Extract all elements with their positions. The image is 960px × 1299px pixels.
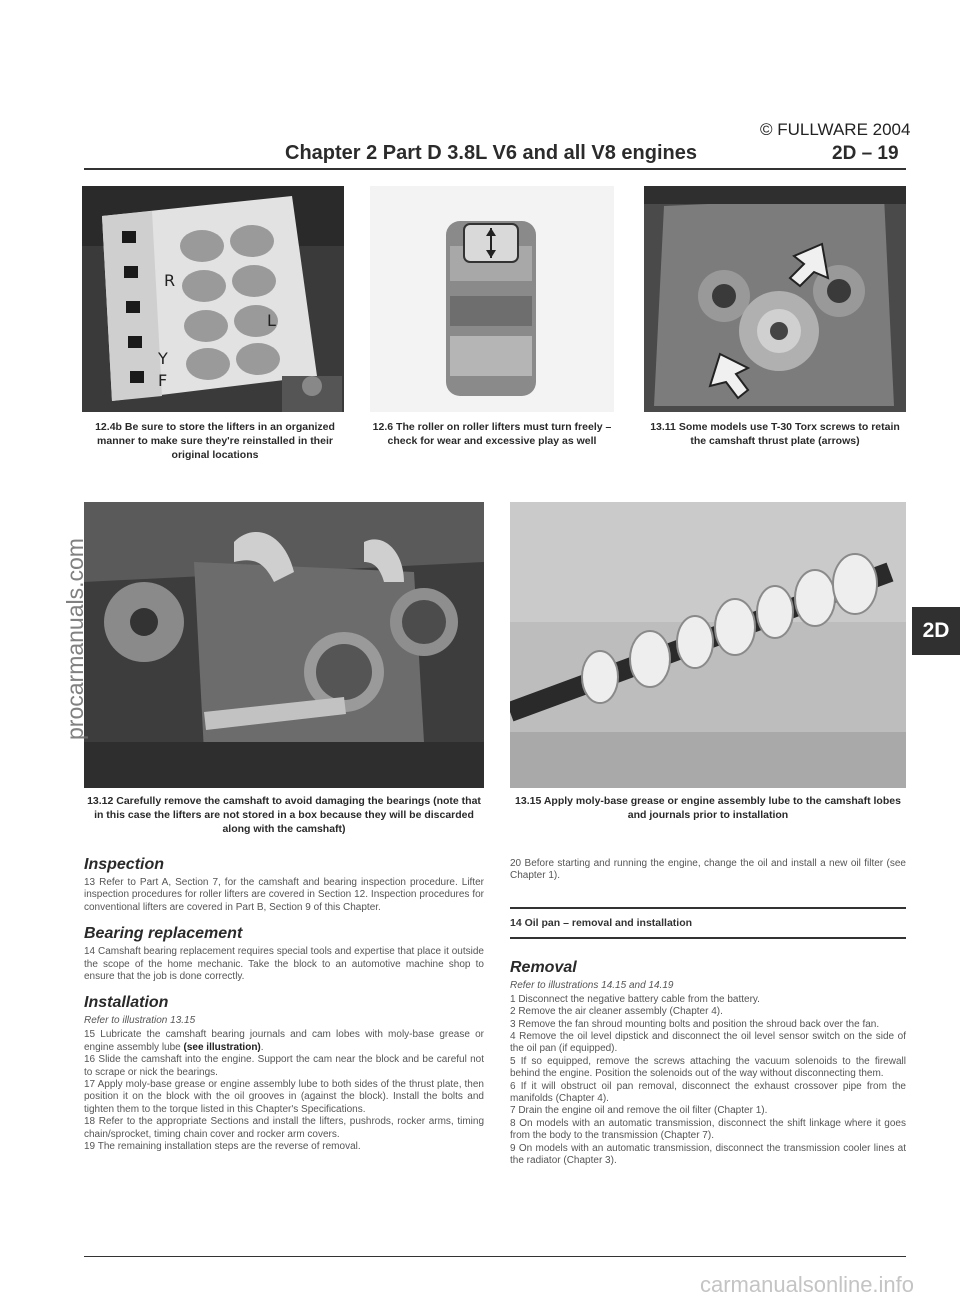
illustration-reference: Refer to illustration 13.15 xyxy=(84,1015,196,1027)
illustration-link: (see illustration) xyxy=(183,1041,261,1053)
section-rule xyxy=(510,937,906,939)
paragraph xyxy=(84,1029,484,1054)
step: 4 Remove the oil level dipstick and disconnect the oil level sensor switch on the side of the oil pan (if equipped). xyxy=(510,1031,906,1055)
step: 3 Remove the fan shroud mounting bolts and position the shroud back over the fan. xyxy=(510,1018,880,1030)
section-heading: Installation xyxy=(84,994,169,1012)
paragraph: 17 Apply moly-base grease or engine assembly lube to both sides of the thrust plate, then position it on the block with the oil grooves in (against the block). Install the bolts and tighten them to the torque listed in this Chapter's Specifications. xyxy=(84,1079,484,1115)
footer-watermark: carmanualsonline.info xyxy=(700,1272,915,1297)
figure-caption: 13.15 Apply moly-base grease or engine assembly lube to the camshaft lobes and journals prior to installation xyxy=(515,795,901,821)
svg-text:R: R xyxy=(164,271,176,290)
photo-camshaft-removal xyxy=(84,502,484,788)
right-column xyxy=(510,858,906,1168)
figure-caption: 13.11 Some models use T-30 Torx screws to retain the camshaft thrust plate (arrows) xyxy=(650,421,900,447)
figure-caption: 13.12 Carefully remove the camshaft to avoid damaging the bearings (note that in this case the lifters are not stored in a box because they will be discarded along with the camshaft) xyxy=(87,795,481,835)
svg-text:Y: Y xyxy=(158,349,168,368)
svg-text:F: F xyxy=(158,371,168,390)
illustration-reference: Refer to illustrations 14.15 and 14.19 xyxy=(510,979,674,991)
photo-camshaft-greased xyxy=(510,502,906,788)
section-heading: Inspection xyxy=(84,856,165,873)
paragraph: 16 Slide the camshaft into the engine. Support the cam near the block and be careful not to scrape or nick the bearings. xyxy=(84,1054,484,1078)
site-watermark: procarmanuals.com xyxy=(62,538,88,740)
step: 9 On models with an automatic transmission, disconnect the transmission cooler lines at the radiator (Chapter 3). xyxy=(510,1142,906,1167)
copyright-notice: © FULLWARE 2004 xyxy=(760,120,911,139)
step: 2 Remove the air cleaner assembly (Chapter 4). xyxy=(510,1006,723,1018)
svg-text:L: L xyxy=(267,311,276,330)
step: 6 If it will obstruct oil pan removal, disconnect the exhaust crossover pipe from the manifolds (Chapter 4). xyxy=(510,1080,906,1105)
paragraph: 20 Before starting and running the engine, change the oil and install a new oil filter (see Chapter 1). xyxy=(510,858,906,882)
paragraph-text: . xyxy=(260,1041,264,1053)
photo-roller-lifter xyxy=(370,186,614,412)
step: 7 Drain the engine oil and remove the oil filter (Chapter 1). xyxy=(510,1105,768,1117)
chapter-tab: 2D xyxy=(912,607,960,655)
photo-thrust-plate xyxy=(644,186,906,412)
paragraph: 19 The remaining installation steps are the reverse of removal. xyxy=(84,1141,361,1153)
page-number: 2D – 19 xyxy=(832,143,899,164)
step: 8 On models with an automatic transmission, disconnect the shift linkage where it goes from the body to the transmission (Chapter 7). xyxy=(510,1117,906,1142)
header-rule xyxy=(84,168,906,170)
paragraph: 14 Camshaft bearing replacement requires special tools and expertise that place it outside the scope of the home mechanic. Take the block to an automotive machine shop to ensure that the job is done correctly. xyxy=(84,946,484,983)
removal-steps xyxy=(510,994,906,1168)
step: 5 If so equipped, remove the screws attaching the vacuum solenoids to the firewall behind the engine. Position the solenoids out of the way without disconnecting them. xyxy=(510,1055,906,1080)
step: 1 Disconnect the negative battery cable from the battery. xyxy=(510,993,760,1005)
section-title: 14 Oil pan – removal and installation xyxy=(510,916,693,929)
footer-rule xyxy=(84,1256,906,1257)
chapter-title: Chapter 2 Part D 3.8L V6 and all V8 engines xyxy=(285,142,698,164)
paragraph: 13 Refer to Part A, Section 7, for the camshaft and bearing inspection procedure. Lifter inspection procedures for roller lifters are covered in Section 12. Inspection procedures for conventional lifters are covered in Part B, Section 9 of this Chapter. xyxy=(84,877,484,913)
photo-lifters-storage xyxy=(82,186,344,412)
left-column xyxy=(84,856,484,1154)
figure-caption: 12.4b Be sure to store the lifters in an organized manner to make sure they're reinstalled in their original locations xyxy=(95,421,335,461)
paragraph-text: 15 Lubricate the camshaft bearing journals and cam lobes with moly-base grease or engine assembly lube xyxy=(84,1029,484,1053)
paragraph: 18 Refer to the appropriate Sections and install the lifters, pushrods, rocker arms, timing chain/sprocket, timing chain cover and rocker arm covers. xyxy=(84,1116,484,1140)
section-heading: Removal xyxy=(510,958,577,976)
section-heading: Bearing replacement xyxy=(84,925,243,943)
figure-caption: 12.6 The roller on roller lifters must turn freely – check for wear and excessive play as well xyxy=(372,421,612,447)
section-rule xyxy=(510,907,906,909)
